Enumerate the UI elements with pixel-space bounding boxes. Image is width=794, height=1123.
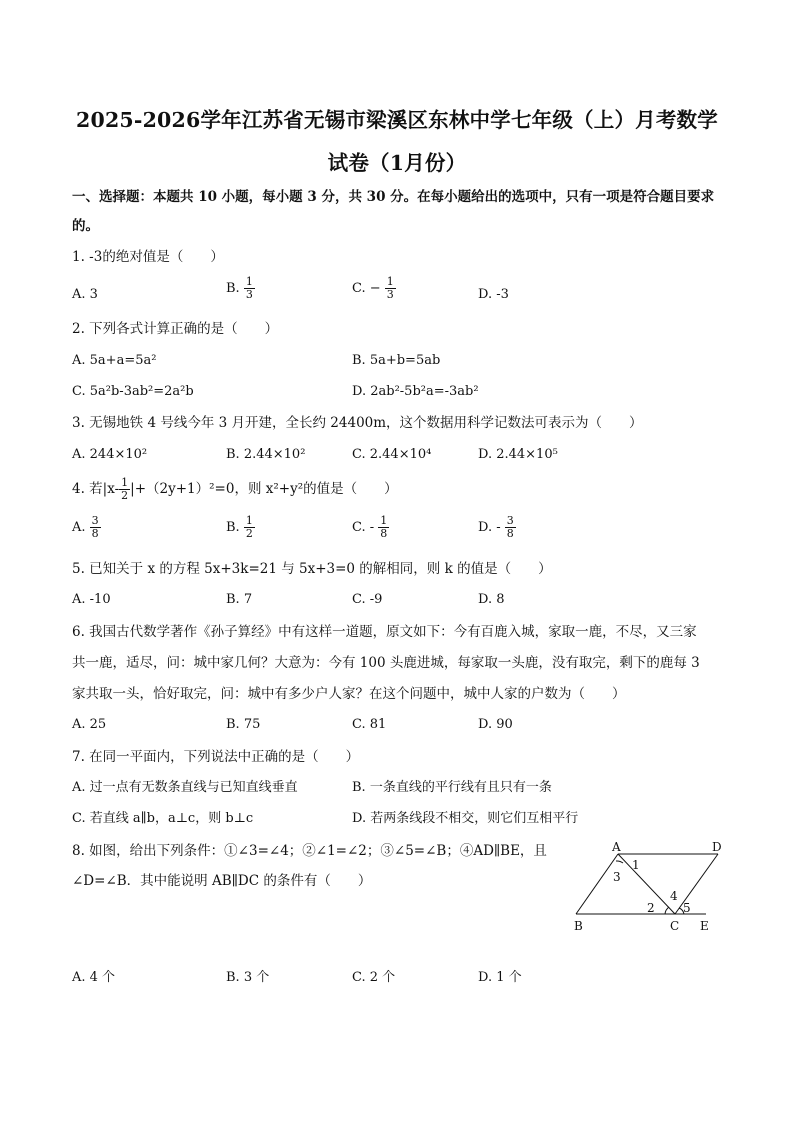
q4-option-d: D. - $\frac{3}{8}$ [478,514,514,540]
q3-option-d: D. 2.44×10⁵ [478,447,558,462]
q8-option-b: B. 3 个 [226,970,270,985]
q5-option-d: D. 8 [478,592,505,607]
question-6-line1: 6. 我国古代数学著作《孙子算经》中有这样一道题，原文如下：今有百鹿入城，家取一鹿，不尽，又三家 [72,624,697,640]
q4-option-a: A. $\frac{3}{8}$ [72,514,99,540]
segment-ab [576,854,618,914]
angle-3-label: 3 [613,870,621,884]
segment-dc [675,854,718,914]
point-b-label: B [574,919,583,933]
q6-option-b: B. 75 [226,717,261,732]
question-3-stem: 3. 无锡地铁 4 号线今年 3 月开建，全长约 24400m，这个数据用科学记数法可表示为（ ） [72,415,643,431]
q7-option-a: A. 过一点有无数条直线与已知直线垂直 [72,780,298,795]
q2-option-a: A. 5a+a=5a² [72,353,157,368]
point-a-label: A [612,840,621,854]
q1-option-b: B. $\frac{1}{3}$ [226,275,253,301]
angle-5-label: 5 [683,901,691,915]
q2-option-c: C. 5a²b-3ab²=2a²b [72,384,194,399]
q6-option-c: C. 81 [352,717,387,732]
section-instruction-line2: 的。 [72,218,99,234]
q1-option-d: D. -3 [478,287,509,302]
q3-option-b: B. 2.44×10² [226,447,306,462]
question-7-stem: 7. 在同一平面内，下列说法中正确的是（ ） [72,749,360,765]
q7-option-b: B. 一条直线的平行线有且只有一条 [352,780,552,795]
q4-option-c: C. - $\frac{1}{8}$ [352,514,388,540]
q7-option-c: C. 若直线 a∥b，a⊥c，则 b⊥c [72,811,254,826]
point-e-label: E [700,919,709,933]
question-6-line2: 共一鹿，适尽，问：城中家几何？大意为：今有 100 头鹿进城，每家取一头鹿，没有取完，剩下的鹿每 3 [72,655,700,671]
point-d-label: D [712,840,722,854]
q8-option-a: A. 4 个 [72,970,116,985]
question-2-stem: 2. 下列各式计算正确的是（ ） [72,321,279,337]
q3-option-c: C. 2.44×10⁴ [352,447,432,462]
question-5-stem: 5. 已知关于 x 的方程 5x+3k=21 与 5x+3=0 的解相同，则 k 的值是（ ） [72,561,552,577]
question-6-line3: 家共取一头，恰好取完，问：城中有多少户人家？在这个问题中，城中人家的户数为（ ） [72,686,626,702]
q7-option-d: D. 若两条线段不相交，则它们互相平行 [352,811,579,826]
section-instruction-line1: 一、选择题：本题共 10 小题，每小题 3 分，共 30 分。在每小题给出的选项中，只有一项是符合题目要求 [72,189,715,205]
q3-option-a: A. 244×10² [72,447,148,462]
question-8-line2: ∠D=∠B．其中能说明 AB∥DC 的条件有（ ） [72,873,372,889]
angle-1-label: 1 [632,858,640,872]
angle-2-label: 2 [647,901,655,915]
question-8-line1: 8. 如图，给出下列条件：①∠3=∠4；②∠1=∠2；③∠5=∠B；④AD∥BE，且 [72,843,547,859]
q8-option-c: C. 2 个 [352,970,396,985]
question-4-stem: 4. 若|x- $\frac{1}{2}$ |+（2y+1）²=0，则 x²+y²的值是（ ） [72,476,398,502]
q1-option-a: A. 3 [72,287,98,302]
q1-option-c: C. − $\frac{1}{3}$ [352,275,394,301]
q6-option-a: A. 25 [72,717,107,732]
q8-option-d: D. 1 个 [478,970,522,985]
q5-option-b: B. 7 [226,592,253,607]
q2-option-d: D. 2ab²-5b²a=-3ab² [352,384,479,399]
q2-option-b: B. 5a+b=5ab [352,353,441,368]
angle-2-arc [665,907,669,914]
exam-title-line2: 试卷（1月份） [327,151,467,175]
angle-4-label: 4 [670,889,678,903]
exam-title-line1: 2025-2026学年江苏省无锡市梁溪区东林中学七年级（上）月考数学 [76,108,718,132]
angle-3-arc [616,861,623,863]
q5-option-a: A. -10 [72,592,111,607]
q4-option-b: B. $\frac{1}{2}$ [226,514,253,540]
point-c-label: C [670,919,680,933]
q6-option-d: D. 90 [478,717,513,732]
question-1-stem: 1. -3的绝对值是（ ） [72,249,224,265]
q5-option-c: C. -9 [352,592,383,607]
q8-geometry-figure [566,838,726,936]
